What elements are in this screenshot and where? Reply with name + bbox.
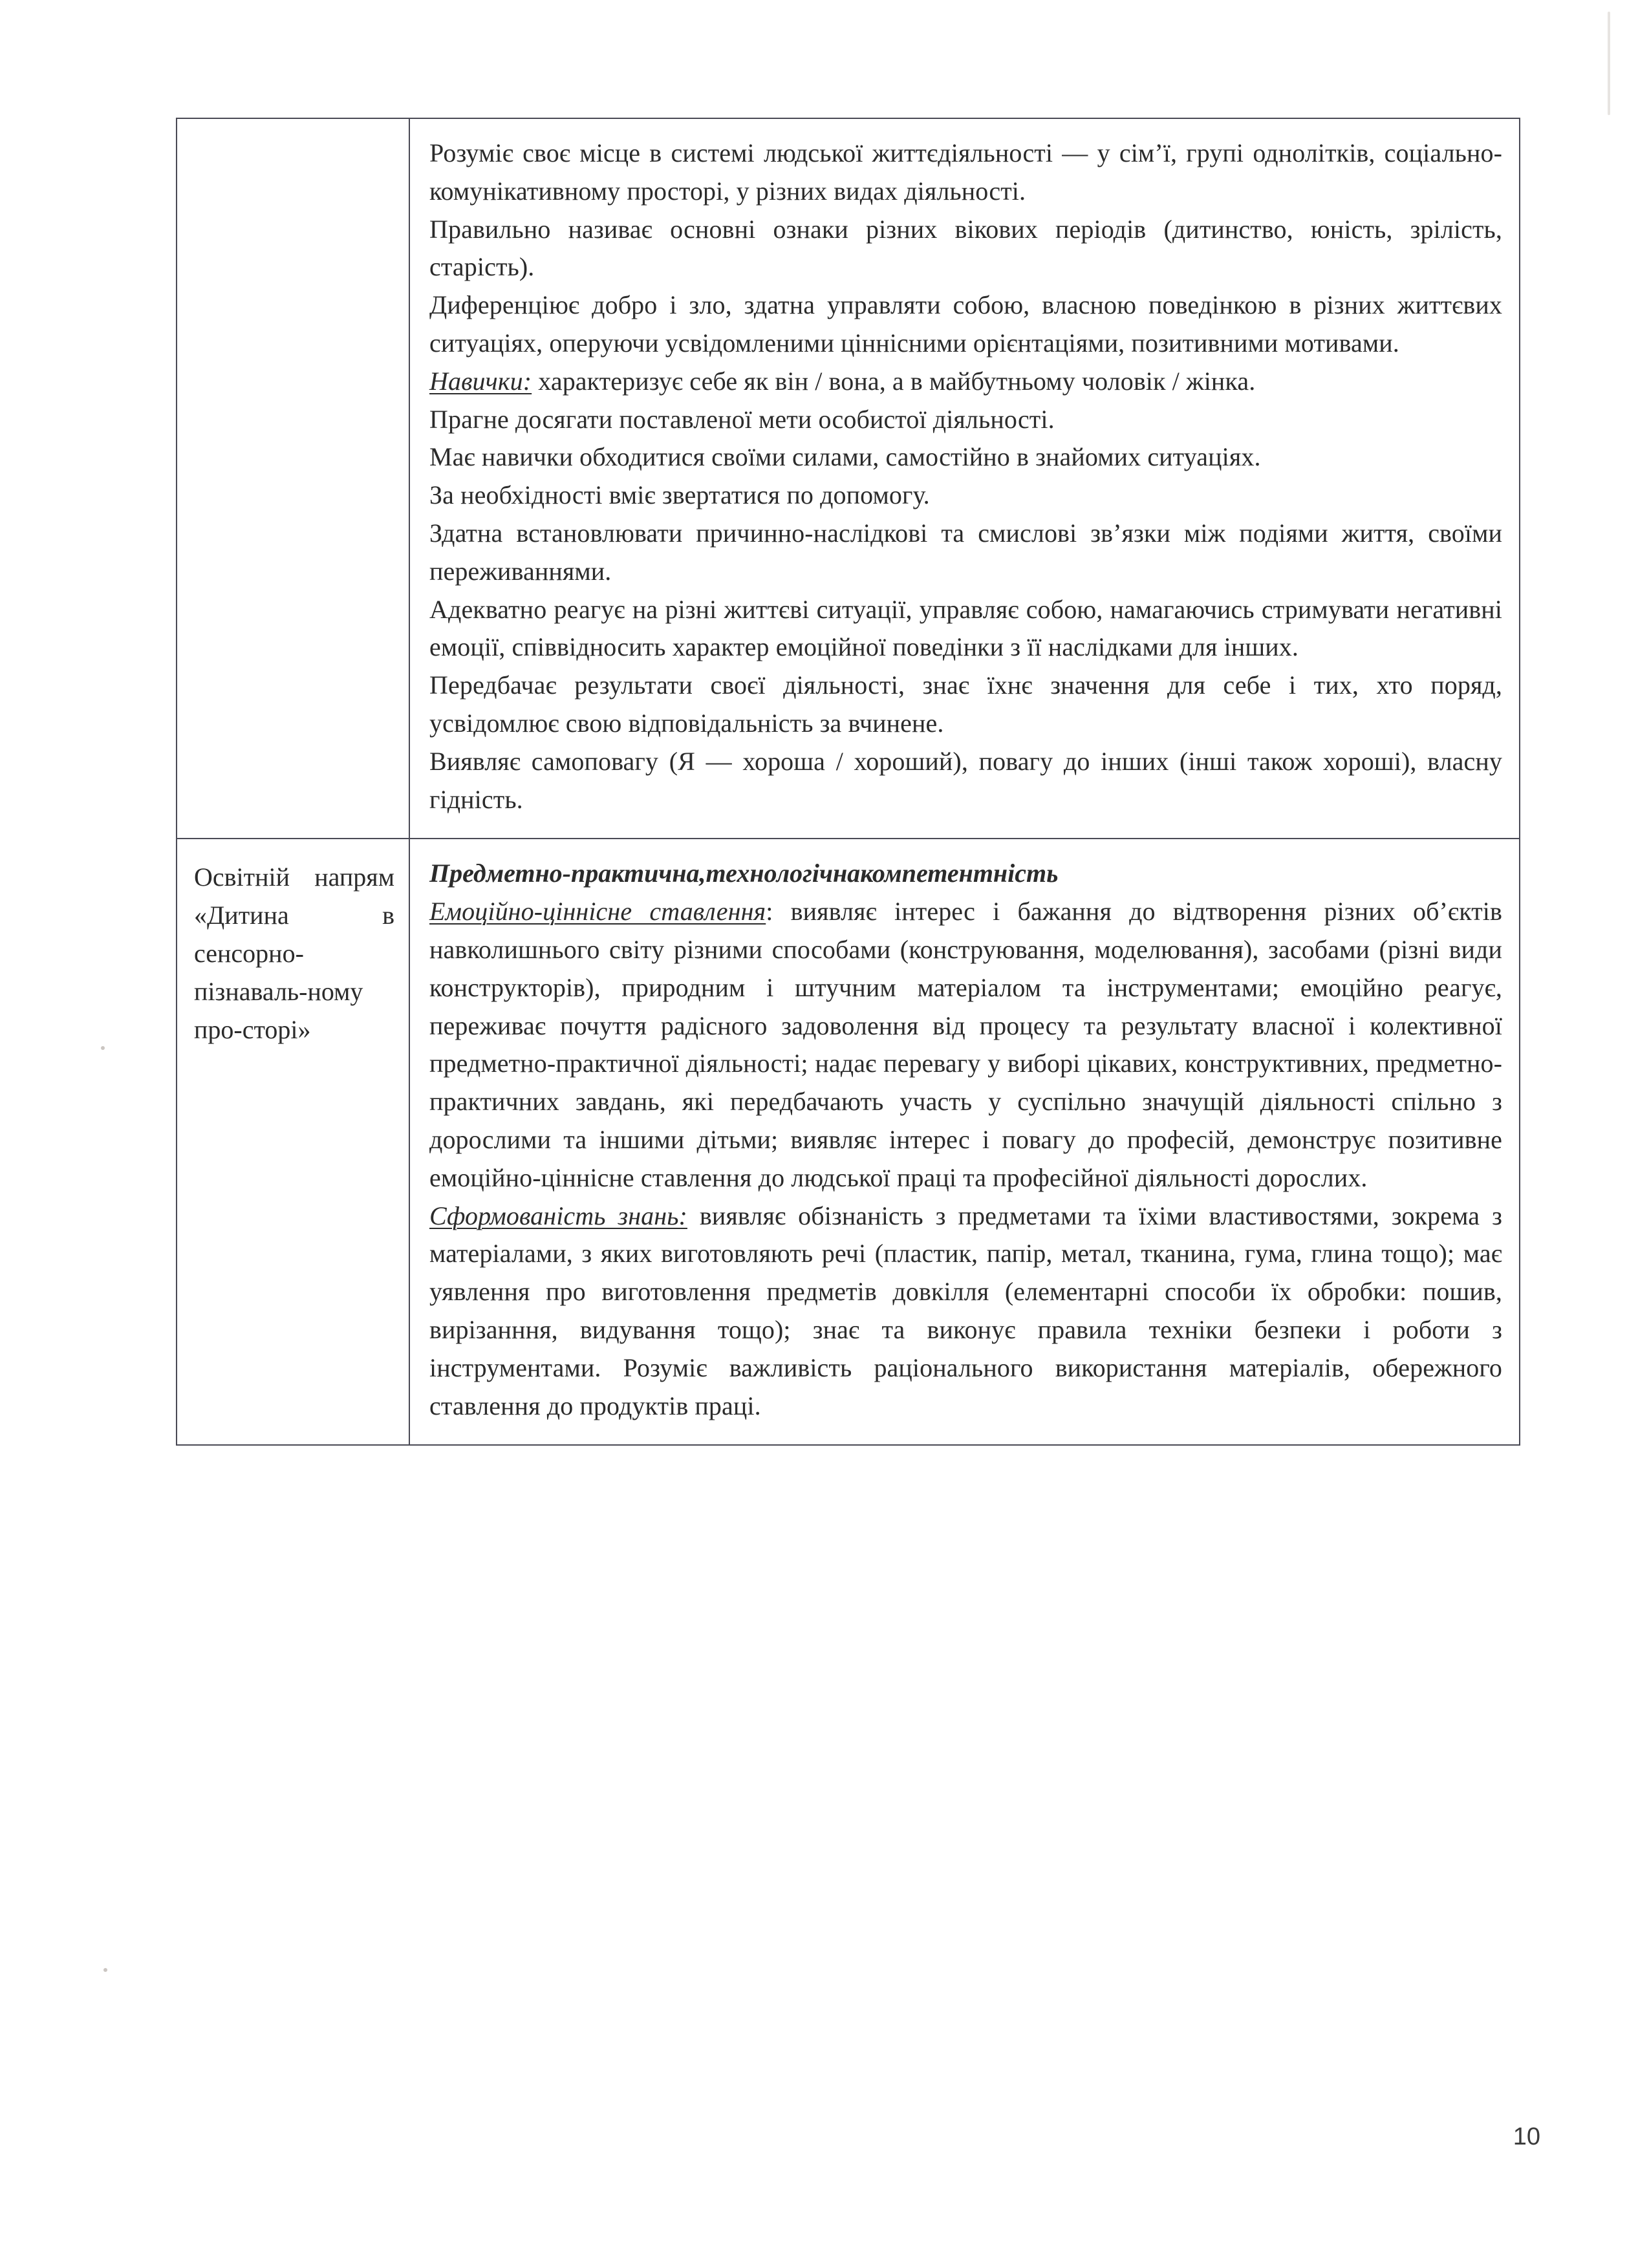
paragraph: Прагне досягати поставленої мети особистої діяльності.	[429, 404, 1055, 434]
education-area-label: Освітній напрям «Дитина в сенсорно-пізнаваль-ному про-сторі»	[194, 862, 394, 1044]
competency-table	[176, 118, 1520, 1446]
runin-heading: Сформованість знань:	[429, 1201, 687, 1230]
paragraph: Розуміє своє місце в системі людської життєдіяльності — у сім’ї, групі однолітків, соціально-комунікативному просторі, у різних видах діяльності.	[429, 138, 1502, 206]
paragraph-body: : виявляє інтерес і бажання до відтворення різних об’єктів навколишнього світу різними способами (конструювання, моделювання), засобами (різні види конструкторів), природним і штучним матеріалом та інструментами; емоційно реагує, переживає почуття радісного задоволення від процесу та результату власної і колективної предметно-практичної діяльності; надає перевагу у виборі цікавих, конструктивних, предметно-практичних завдань, які передбачають участь у суспільно значущій діяльності спільно з дорослими та іншими дітьми; виявляє інтерес і повагу до професій, демонструє позитивне емоційно-ціннісне ставлення до людської праці та професійної діяльності дорослих.	[429, 897, 1502, 1192]
runin-heading: Емоційно-ціннісне ставлення	[429, 897, 766, 926]
paragraph: За необхідності вміє звертатися по допомогу.	[429, 480, 930, 510]
paragraph: Має навички обходитися своїми силами, самостійно в знайомих ситуаціях.	[429, 442, 1261, 472]
paragraph-with-runin-heading	[429, 1197, 1502, 1426]
table-cell-label	[177, 118, 409, 839]
paragraph: Здатна встановлювати причинно-наслідкові та смислові зв’язки між подіями життя, своїми переживаннями.	[429, 518, 1502, 586]
competency-content	[410, 839, 1519, 1444]
paragraph: Виявляє самоповагу (Я — хороша / хороший), повагу до інших (інші також хороші), власну гідність.	[429, 746, 1502, 814]
paragraph-body: характеризує себе як він / вона, а в майбутньому чоловік / жінка.	[532, 366, 1256, 396]
paragraph: Адекватно реагує на різні життєві ситуації, управляє собою, намагаючись стримувати негативні емоції, співвідносить характер емоційної поведінки з її наслідками для інших.	[429, 594, 1502, 662]
page-number: 10	[1513, 2123, 1540, 2150]
runin-heading: Навички:	[429, 366, 532, 396]
table-row	[177, 839, 1520, 1445]
table-row	[177, 118, 1520, 839]
table-cell-body	[409, 118, 1520, 839]
paragraph: Передбачає результати своєї діяльності, знає їхнє значення для себе і тих, хто поряд, усвідомлює свою відповідальність за вчинене.	[429, 670, 1502, 738]
scan-speck	[101, 1046, 105, 1050]
competency-heading: Предметно-практична,технологічнакомпетентність	[429, 859, 1059, 888]
paragraph-with-runin-heading	[429, 893, 1502, 1197]
scan-edge-artifact	[1608, 12, 1610, 115]
scan-speck	[103, 1968, 107, 1972]
table-cell-label	[177, 839, 409, 1445]
paragraph-body: виявляє обізнаність з предметами та їхіми властивостями, зокрема з матеріалами, з яких виготовляють речі (пластик, папір, метал, тканина, гума, глина тощо); має уявлення про виготовлення предметів довкілля (елементарні способи їх обробки: пошив, вирізанння, видування тощо); знає та виконує правила техніки безпеки і роботи з інструментами. Розуміє важливість раціонального використання матеріалів, обережного ставлення до продуктів праці.	[429, 1201, 1502, 1420]
paragraph-with-runin-heading	[429, 363, 1502, 401]
paragraph: Правильно називає основні ознаки різних вікових періодів (дитинство, юність, зрілість, старість).	[429, 214, 1502, 282]
education-area-label	[194, 138, 394, 177]
paragraph: Диференціює добро і зло, здатна управляти собою, власною поведінкою в різних життєвих ситуаціях, оперуючи усвідомленими ціннісними орієнтаціями, позитивними мотивами.	[429, 290, 1502, 358]
table-cell-body	[409, 839, 1520, 1445]
competency-content	[410, 119, 1519, 838]
